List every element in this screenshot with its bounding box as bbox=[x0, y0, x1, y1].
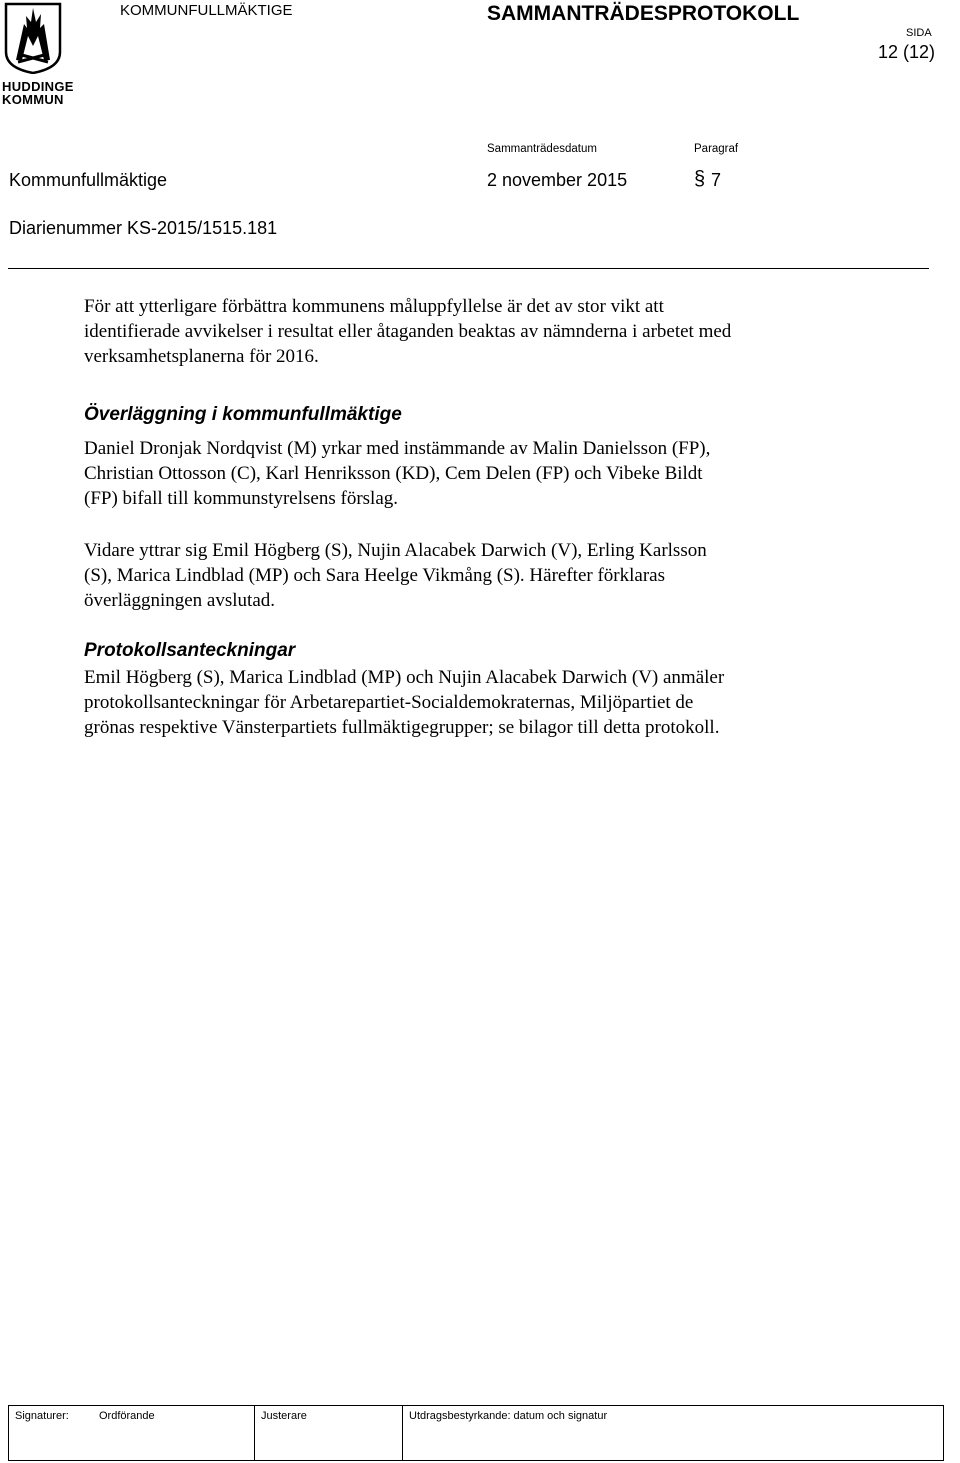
organization-name: KOMMUNFULLMÄKTIGE bbox=[120, 2, 293, 19]
deliberation-paragraph-1 bbox=[84, 436, 944, 511]
text-line: verksamhetsplanerna för 2016. bbox=[84, 346, 319, 367]
text-line: grönas respektive Vänsterpartiets fullmäktigegrupper; se bilagor till detta protokoll. bbox=[84, 717, 720, 738]
text-line: Christian Ottosson (C), Karl Henriksson (KD), Cem Delen (FP) och Vibeke Bildt bbox=[84, 463, 703, 484]
meeting-date: 2 november 2015 bbox=[487, 170, 628, 190]
page-number: 12 (12) bbox=[878, 42, 936, 62]
signature-divider bbox=[402, 1406, 403, 1460]
municipality-logo bbox=[0, 0, 74, 108]
text-line: Emil Högberg (S), Marica Lindblad (MP) och Nujin Alacabek Darwich (V) anmäler bbox=[84, 667, 725, 688]
text-line: protokollsanteckningar för Arbetarepartiet-Socialdemokraternas, Miljöpartiet de bbox=[84, 692, 694, 713]
chair-label: Ordförande bbox=[99, 1410, 155, 1422]
section-number: 7 bbox=[711, 170, 722, 190]
document-title: SAMMANTRÄDESPROTOKOLL bbox=[487, 2, 800, 25]
intro-paragraph bbox=[84, 294, 944, 369]
deliberation-paragraph-2 bbox=[84, 538, 944, 613]
section-label: Paragraf bbox=[694, 143, 739, 155]
text-line: överläggningen avslutad. bbox=[84, 590, 276, 611]
header-divider bbox=[8, 268, 929, 269]
adjusters-label: Justerare bbox=[261, 1410, 307, 1422]
body-name: Kommunfullmäktige bbox=[9, 170, 168, 190]
extract-certification-label: Utdragsbestyrkande: datum och signatur bbox=[409, 1410, 608, 1422]
logo-line-2: KOMMUN bbox=[2, 92, 64, 107]
logo-line-1: HUDDINGE bbox=[2, 79, 74, 94]
meeting-date-label: Sammanträdesdatum bbox=[487, 143, 597, 155]
text-line: (S), Marica Lindblad (MP) och Sara Heelge Vikmång (S). Härefter förklaras bbox=[84, 565, 665, 586]
heading-deliberation: Överläggning i kommunfullmäktige bbox=[84, 404, 402, 425]
text-line: (FP) bifall till kommunstyrelsens förslag. bbox=[84, 488, 399, 509]
signatures-label: Signaturer: bbox=[15, 1410, 69, 1422]
section-symbol: § bbox=[694, 168, 706, 190]
text-line: identifierade avvikelser i resultat eller åtaganden beaktas av nämnderna i arbetet med bbox=[84, 321, 732, 342]
text-line: Daniel Dronjak Nordqvist (M) yrkar med instämmande av Malin Danielsson (FP), bbox=[84, 438, 711, 459]
case-number: Diarienummer KS-2015/1515.181 bbox=[9, 218, 278, 238]
protocol-notes-paragraph bbox=[84, 665, 944, 740]
text-line: För att ytterligare förbättra kommunens måluppfyllelse är det av stor vikt att bbox=[84, 296, 664, 317]
heading-protocol-notes: Protokollsanteckningar bbox=[84, 640, 296, 661]
page-label: SIDA bbox=[906, 27, 932, 39]
text-line: Vidare yttrar sig Emil Högberg (S), Nujin Alacabek Darwich (V), Erling Karlsson bbox=[84, 540, 707, 561]
coat-of-arms-icon bbox=[4, 2, 62, 74]
signature-divider bbox=[254, 1406, 255, 1460]
signature-box bbox=[8, 1405, 944, 1461]
